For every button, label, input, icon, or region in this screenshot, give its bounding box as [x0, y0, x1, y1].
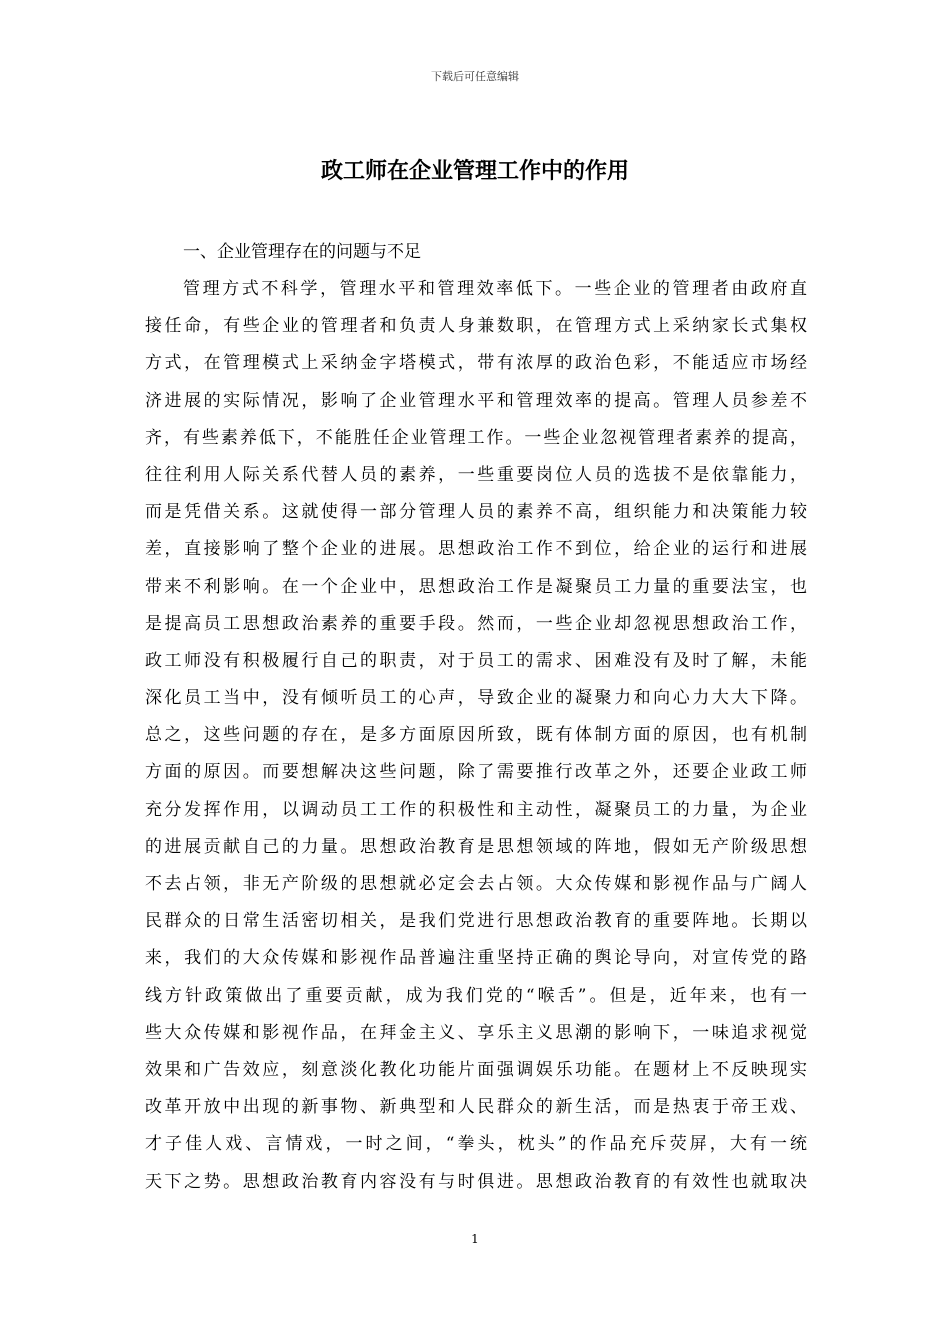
body-line: 是提高员工思想政治素养的重要手段。然而，一些企业却忽视思想政治工作，	[145, 613, 807, 634]
body-line: 总之，这些问题的存在，是多方面原因所致，既有体制方面的原因，也有机制	[145, 725, 807, 746]
body-line: 效果和广告效应，刻意淡化教化功能片面强调娱乐功能。在题材上不反映现实	[145, 1059, 807, 1080]
body-line: 往往利用人际关系代替人员的素养，一些重要岗位人员的选拔不是依靠能力，	[145, 464, 807, 485]
body-line: 的进展贡献自己的力量。思想政治教育是思想领域的阵地，假如无产阶级思想	[145, 836, 807, 857]
body-line: 齐，有些素养低下，不能胜任企业管理工作。一些企业忽视管理者素养的提高，	[145, 427, 807, 448]
body-line: 不去占领，非无产阶级的思想就必定会去占领。大众传媒和影视作品与广阔人	[145, 874, 807, 894]
body-line: 充分发挥作用，以调动员工工作的积极性和主动性，凝聚员工的力量，为企业	[145, 799, 807, 820]
body-line: 带来不利影响。在一个企业中，思想政治工作是凝聚员工力量的重要法宝，也	[145, 576, 807, 597]
page-header-note: 下载后可任意编辑	[431, 70, 519, 83]
body-line: 民群众的日常生活密切相关，是我们党进行思想政治教育的重要阵地。长期以	[145, 911, 807, 932]
page-number: 1	[471, 1232, 479, 1246]
body-line: 管理方式不科学，管理水平和管理效率低下。一些企业的管理者由政府直	[183, 279, 807, 299]
body-line: 而是凭借关系。这就使得一部分管理人员的素养不高，组织能力和决策能力较	[145, 502, 807, 523]
body-line: 政工师没有积极履行自己的职责，对于员工的需求、困难没有及时了解，未能	[145, 650, 807, 671]
section-heading: 一、企业管理存在的问题与不足	[183, 242, 421, 262]
body-line: 改革开放中出现的新事物、新典型和人民群众的新生活，而是热衷于帝王戏、	[145, 1097, 807, 1118]
document-title: 政工师在企业管理工作中的作用	[320, 159, 629, 184]
body-line: 方面的原因。而要想解决这些问题，除了需要推行改革之外，还要企业政工师	[145, 762, 807, 783]
body-line: 济进展的实际情况，影响了企业管理水平和管理效率的提高。管理人员参差不	[145, 390, 807, 411]
body-line: 差，直接影响了整个企业的进展。思想政治工作不到位，给企业的运行和进展	[145, 539, 807, 560]
body-line: 才子佳人戏、言情戏，一时之间，“拳头，枕头”的作品充斥荧屏，大有一统	[145, 1134, 807, 1155]
body-line: 来，我们的大众传媒和影视作品普遍注重坚持正确的舆论导向，对宣传党的路	[145, 948, 807, 969]
body-line: 天下之势。思想政治教育内容没有与时俱进。思想政治教育的有效性也就取决	[145, 1171, 807, 1192]
body-line: 线方针政策做出了重要贡献，成为我们党的“喉舌”。但是，近年来，也有一	[145, 985, 807, 1006]
body-line: 接任命，有些企业的管理者和负责人身兼数职，在管理方式上采纳家长式集权	[145, 316, 807, 337]
body-line: 些大众传媒和影视作品，在拜金主义、享乐主义思潮的影响下，一味追求视觉	[145, 1022, 807, 1043]
body-line: 深化员工当中，没有倾听员工的心声，导致企业的凝聚力和向心力大大下降。	[145, 688, 807, 709]
body-line: 方式，在管理模式上采纳金字塔模式，带有浓厚的政治色彩，不能适应市场经	[145, 353, 807, 374]
body-paragraph	[145, 271, 807, 1201]
